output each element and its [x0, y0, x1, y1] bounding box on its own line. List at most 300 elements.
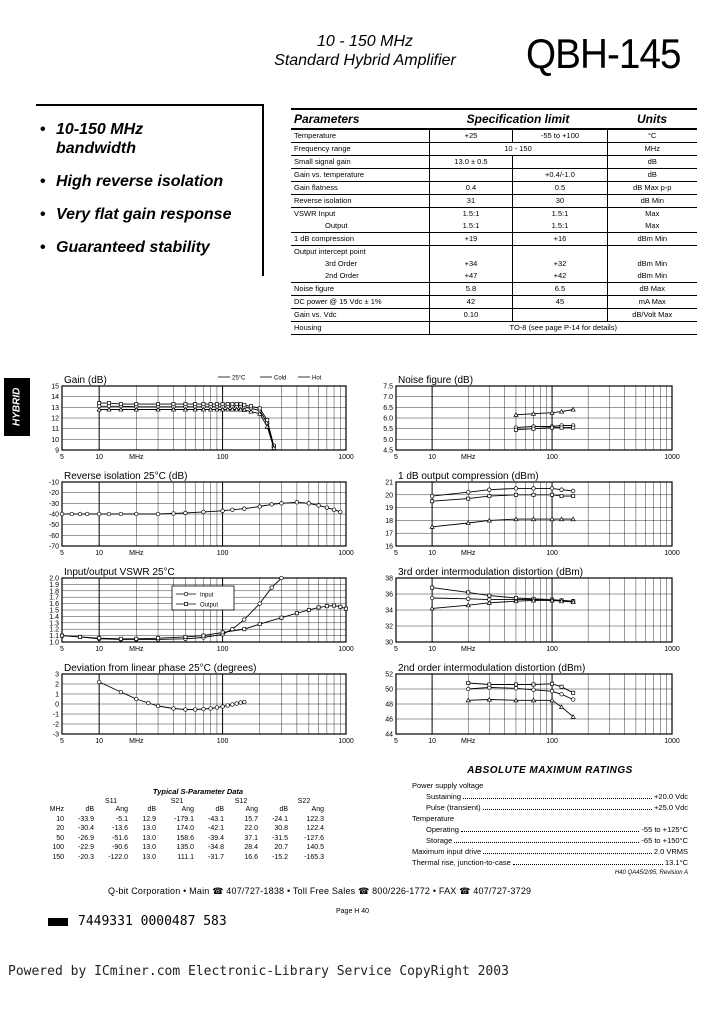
spec-row	[291, 143, 697, 156]
header-subtitle	[240, 32, 490, 70]
spec-row	[291, 156, 697, 169]
chart-point	[98, 637, 101, 640]
chart-ytick-label: 16	[385, 543, 393, 551]
spec-cell: Small signal gain	[291, 156, 429, 169]
legend-label: Cold	[274, 375, 287, 382]
spec-cell: 31	[429, 195, 513, 208]
chart-point	[85, 512, 89, 516]
chart-point	[156, 704, 160, 708]
chart-xtick-label: MHz	[129, 738, 144, 745]
sparameter-cell: 13.0	[142, 825, 156, 832]
amr-value: 13.1°C	[664, 858, 688, 867]
chart-point	[97, 407, 101, 411]
spec-table	[291, 108, 697, 335]
spec-cell: °C	[607, 129, 697, 143]
sparameter-cell: -43.1	[208, 815, 224, 823]
amr-row	[412, 857, 688, 868]
chart-point	[107, 407, 111, 411]
chart-ytick-label: -50	[48, 522, 59, 530]
chart-point	[202, 707, 206, 711]
chart-point	[78, 512, 82, 516]
spec-row	[291, 322, 697, 335]
sparameter-cell: -22.9	[78, 844, 94, 851]
spec-cell: 5.8	[429, 283, 513, 296]
spec-cell: DC power @ 15 Vdc ± 1%	[291, 296, 429, 309]
chart-xtick-label: 5	[394, 646, 398, 653]
chart-xtick-label: 1000	[664, 454, 680, 461]
chart-point	[550, 689, 554, 693]
chart-point	[339, 605, 342, 608]
chart-point	[466, 597, 470, 601]
chart-point	[60, 512, 64, 516]
chart-point	[226, 704, 230, 708]
chart-ytick-label: 36	[385, 591, 393, 599]
chart-point	[531, 412, 535, 416]
sparameter-cell: -179.1	[174, 815, 194, 823]
chart-point	[235, 702, 239, 706]
chart-point	[488, 494, 491, 497]
chart-point	[572, 691, 575, 694]
chart-point	[571, 698, 575, 702]
chart-point	[239, 701, 243, 705]
chart-point	[571, 517, 575, 521]
sparameter-cell: 15.7	[244, 815, 258, 823]
spec-cell: Housing	[291, 322, 429, 335]
sparameter-cell: 150	[52, 853, 64, 861]
chart-point	[532, 683, 535, 686]
sparameter-title: Typical S-Parameter Data	[152, 787, 244, 796]
amr-value: 2.0 VRMS	[653, 847, 688, 856]
chart-ytick-label: 14	[51, 394, 59, 402]
sparameter-cell: dB	[279, 806, 288, 813]
amr-row	[412, 791, 688, 802]
sparameter-cell: Ang	[245, 806, 258, 813]
sparameter-cell: 158.6	[176, 834, 194, 842]
chart-point	[560, 426, 563, 429]
spec-cell: Gain vs. temperature	[291, 169, 429, 182]
chart-point	[560, 517, 564, 521]
chart-ytick-label: 1.9	[49, 581, 59, 589]
chart-ytick-label: 3	[55, 671, 59, 679]
chart-ytick-label: 21	[385, 479, 393, 487]
chart-point	[193, 708, 197, 712]
header-description: Standard Hybrid Amplifier	[274, 52, 456, 69]
chart-title: Noise figure (dB)	[398, 375, 474, 386]
spec-cell: 10 - 150	[429, 143, 607, 156]
amr-row	[412, 824, 688, 835]
spec-cell: Frequency range	[291, 143, 429, 156]
chart-point	[466, 490, 470, 494]
chart-point	[243, 507, 247, 511]
spec-row	[291, 220, 697, 233]
chart-point	[514, 428, 517, 431]
chart-ytick-label: 11	[51, 426, 59, 434]
spec-cell: 6.5	[513, 283, 607, 296]
chart-point	[249, 405, 252, 408]
chart-point	[532, 487, 536, 491]
chart-point	[221, 631, 224, 634]
amr-leader	[483, 846, 652, 854]
chart-xtick-label: 100	[216, 646, 229, 653]
spec-row	[291, 169, 697, 182]
chart-ytick-label: 34	[385, 607, 393, 615]
chart-xtick-label: 1000	[664, 550, 680, 557]
chart-ytick-label: 38	[385, 575, 393, 583]
footer-copyright: Powered by ICminer.com Electronic-Library Service CopyRight 2003	[8, 964, 509, 979]
spec-cell: +19	[429, 233, 513, 246]
spec-cell: dBm Min	[607, 270, 697, 283]
spec-cell	[429, 246, 513, 259]
spec-cell	[607, 246, 697, 259]
chart-series-line	[468, 700, 573, 717]
feature-text: • Very flat gain response	[56, 206, 232, 223]
amr-leader	[513, 857, 663, 865]
sparameter-cell: dB	[85, 806, 94, 813]
sparameter-cell: -39.4	[208, 834, 224, 842]
chart-xtick-label: 10	[95, 646, 104, 653]
sparameter-cell: 111.1	[177, 853, 194, 861]
chart-xtick-label: MHz	[461, 738, 476, 745]
chart-point	[532, 493, 535, 496]
sparameter-cell: 13.0	[142, 844, 156, 851]
chart-point	[430, 525, 434, 529]
chart-ytick-label: 1.6	[49, 601, 59, 609]
spec-cell: MHz	[607, 143, 697, 156]
spec-cell: +32	[513, 258, 607, 270]
sparameter-groups	[38, 798, 358, 805]
features-box	[36, 104, 264, 276]
feature-text: • Guaranteed stability	[56, 239, 210, 256]
sparameter-cell: 22.0	[244, 825, 258, 832]
sparameter-rows	[38, 805, 358, 862]
spec-cell: Temperature	[291, 129, 429, 143]
amr-leader	[483, 802, 652, 810]
chart-ytick-label: 1.8	[49, 588, 59, 596]
feature-item	[36, 120, 262, 158]
sparameter-cell: 13.0	[142, 853, 156, 861]
chart-point	[488, 683, 491, 686]
amr-label: Pulse (transient)	[426, 803, 481, 812]
spec-cell: 1.5:1	[429, 208, 513, 221]
absolute-max-ratings	[412, 765, 688, 876]
chart-ytick-label: 1.4	[49, 613, 59, 621]
spec-cell: +16	[513, 233, 607, 246]
chart-xtick-label: 100	[546, 454, 558, 461]
chart-point	[325, 605, 328, 608]
spec-cell: 1.5:1	[513, 208, 607, 221]
amr-label: Power supply voltage	[412, 781, 484, 790]
spec-row	[291, 283, 697, 296]
chart-point	[280, 576, 284, 580]
chart-point	[70, 512, 74, 516]
chart-xtick-label: 10	[428, 550, 437, 557]
chart-point	[146, 701, 150, 705]
sparameter-row	[38, 843, 358, 853]
spec-cell	[429, 169, 513, 182]
sparameter-cell: -5.1	[115, 815, 128, 823]
sparameter-row	[38, 834, 358, 844]
barcode-number: 7449331 0000487 583	[78, 914, 227, 929]
chart-point	[487, 601, 491, 605]
chart-xtick-label: 1000	[664, 738, 680, 745]
legend-marker	[184, 602, 187, 605]
sparameter-cell: Ang	[311, 806, 324, 813]
chart-ytick-label: 48	[385, 701, 393, 709]
chart-title: 1 dB output compression (dBm)	[398, 471, 539, 482]
chart-ytick-label: 20	[385, 492, 393, 500]
chart-ytick-label: -10	[48, 479, 59, 487]
spec-cell: +47	[429, 270, 513, 283]
chart-point	[307, 502, 311, 506]
chart-point	[467, 497, 470, 500]
spec-cell: dB	[607, 156, 697, 169]
chart-xtick-label: 100	[546, 646, 558, 653]
chart-point	[97, 680, 101, 684]
chart-title: Gain (dB)	[64, 375, 107, 386]
chart-ytick-label: 1.5	[49, 607, 59, 615]
chart-ytick-label: -30	[48, 500, 59, 508]
chart-point	[258, 407, 261, 410]
spec-row	[291, 129, 697, 143]
amr-rows	[412, 780, 688, 868]
chart-ytick-label: 5.0	[383, 436, 393, 444]
chart-ytick-label: 13	[51, 404, 59, 412]
amr-label: Storage	[426, 836, 453, 845]
spec-cell: 1 dB compression	[291, 233, 429, 246]
spec-cell: +0.4/-1.0	[513, 169, 607, 182]
chart-point	[467, 681, 470, 684]
sparameter-cell: Ang	[115, 806, 128, 813]
chart-ytick-label: 17	[385, 530, 393, 538]
spec-cell: Output	[291, 220, 429, 233]
spec-cell: Gain vs. Vdc	[291, 309, 429, 322]
chart-point	[226, 403, 229, 406]
chart-title: Reverse isolation 25°C (dB)	[64, 471, 188, 482]
chart-xtick-label: 5	[60, 738, 64, 745]
sparameter-cell: dB	[215, 806, 224, 813]
chart-point	[156, 637, 159, 640]
feature-item	[36, 172, 262, 191]
chart-point	[295, 612, 298, 615]
chart-point	[258, 602, 262, 606]
spec-cell: VSWR Input	[294, 209, 336, 218]
chart-ytick-label: 2.0	[49, 575, 59, 583]
sparameter-cell: -26.9	[78, 834, 94, 842]
chart-point	[231, 508, 235, 512]
spec-cell: dB Max	[607, 283, 697, 296]
legend-label: 25°C	[232, 375, 246, 382]
chart-point	[270, 503, 274, 507]
header-frequency: 10 - 150 MHz	[316, 33, 414, 50]
chart-title: Input/output VSWR 25°C	[64, 567, 175, 578]
chart-xtick-label: 100	[216, 738, 229, 745]
chart-point	[135, 403, 138, 406]
chart-point	[572, 426, 575, 429]
chart-ytick-label: 7.5	[383, 383, 393, 391]
chart-ytick-label: 0	[55, 701, 59, 709]
amr-leader	[454, 835, 639, 843]
chart-point	[202, 403, 205, 406]
spec-cell: 1.5:1	[429, 220, 513, 233]
sparameter-cell: -122.0	[108, 853, 128, 861]
chart-point	[430, 606, 434, 610]
spec-table-body	[291, 129, 697, 335]
chart-point	[488, 594, 491, 597]
chart-point	[270, 586, 274, 590]
chart-point	[221, 509, 225, 513]
spec-cell: -55 to +100	[513, 129, 607, 143]
spec-cell: dB	[607, 169, 697, 182]
chart-xtick-label: 5	[394, 550, 398, 557]
amr-row	[412, 813, 688, 824]
spec-cell: 13.0 ± 0.5	[429, 156, 513, 169]
spec-row	[291, 258, 697, 270]
spec-cell: Gain flatness	[291, 182, 429, 195]
chart-point	[560, 685, 563, 688]
sparameter-cell: -42.1	[208, 825, 224, 832]
chart-point	[487, 518, 491, 522]
spec-cell: TO-8 (see page P-14 for details)	[429, 322, 697, 335]
chart-point	[317, 504, 321, 508]
barcode-block	[48, 918, 68, 926]
chart-xtick-label: 1000	[338, 646, 354, 653]
chart-point	[550, 698, 554, 702]
spec-row	[291, 182, 697, 195]
spec-row	[291, 270, 697, 283]
chart-xtick-label: 1000	[338, 738, 354, 745]
spec-cell: dB Min	[607, 195, 697, 208]
sparameter-cell: -24.1	[272, 815, 288, 823]
spec-cell: 0.10	[429, 309, 513, 322]
sparameter-cell: 37.1	[244, 834, 258, 842]
chart-point	[215, 403, 218, 406]
chart-frame	[396, 482, 672, 546]
chart-point	[172, 512, 176, 516]
chart-point	[184, 635, 187, 638]
chart-xtick-label: 10	[428, 646, 437, 653]
spec-cell: dBm Min	[607, 233, 697, 246]
chart-point	[231, 403, 234, 406]
chart-xtick-label: MHz	[129, 454, 144, 461]
chart-point	[135, 637, 138, 640]
chart-ytick-label: 1.7	[49, 594, 59, 602]
chart-point	[249, 410, 253, 414]
spec-cell: mA Max	[607, 296, 697, 309]
chart-ytick-label: -2	[52, 721, 59, 729]
sparameter-cell: 135.0	[176, 844, 194, 851]
chart-ytick-label: 30	[385, 639, 393, 647]
spec-cell: 3rd Order	[325, 259, 358, 268]
sparameter-cell: -33.9	[78, 815, 94, 823]
chart-ytick-label: 19	[385, 505, 393, 513]
amr-label: Operating	[426, 825, 459, 834]
spec-cell: 42	[429, 296, 513, 309]
chart-point	[258, 622, 261, 625]
amr-value: -65 to +150°C	[641, 836, 688, 845]
chart-point	[243, 700, 247, 704]
sparameter-cell: -51.6	[112, 834, 128, 842]
chart-xtick-label: 5	[394, 454, 398, 461]
chart-point	[184, 708, 188, 712]
chart-point	[60, 634, 63, 637]
chart-ytick-label: 1.2	[49, 626, 59, 634]
spec-row	[291, 195, 697, 208]
chart-xtick-label: 10	[95, 550, 104, 557]
chart-ytick-label: 1	[55, 691, 59, 699]
sparameter-cell: -20.3	[78, 853, 94, 861]
chart-xtick-label: 1000	[664, 646, 680, 653]
chart-point	[560, 488, 564, 492]
chart-point	[184, 511, 188, 515]
chart-point	[550, 411, 554, 415]
amr-value: +25.0 Vdc	[654, 803, 688, 812]
chart-point	[243, 404, 246, 407]
amr-reference: H40 QA45/2/95, Revision A	[614, 870, 688, 876]
chart-point	[466, 698, 470, 702]
sparameter-row	[38, 815, 358, 825]
chart-point	[194, 403, 197, 406]
chart-xtick-label: 10	[428, 454, 437, 461]
hybrid-side-tab: HYBRID	[4, 378, 30, 436]
chart-point	[258, 505, 262, 509]
amr-label: Thermal rise, junction-to-case	[412, 858, 511, 867]
contact-line: Q-bit Corporation • Main ☎ 407/727-1838 • Toll Free Sales ☎ 800/226-1772 • FAX ☎ 407/727-3729	[108, 886, 532, 896]
chart-ytick-label: 32	[385, 623, 393, 631]
sparameter-cell: -30.4	[78, 825, 94, 832]
chart-point	[560, 410, 564, 414]
chart-point	[202, 634, 205, 637]
spec-cell: Max	[607, 208, 697, 221]
chart-point	[560, 692, 564, 696]
sparameter-cell: Ang	[181, 806, 194, 813]
spec-cell: Reverse isolation	[291, 195, 429, 208]
chart-point	[532, 688, 536, 692]
chart-point	[209, 707, 213, 711]
chart-point	[487, 698, 491, 702]
chart-point	[531, 517, 535, 521]
sparameter-cell: 10	[56, 815, 64, 823]
spec-cell: +42	[513, 270, 607, 283]
spec-cell: 0.4	[429, 182, 513, 195]
sparameter-cell: 50	[56, 834, 64, 842]
chart-point	[184, 403, 187, 406]
chart-point	[119, 637, 122, 640]
spec-row	[291, 309, 697, 322]
sparameter-group: S12	[234, 798, 248, 805]
sparameter-cell: -31.7	[208, 853, 224, 861]
chart-point	[572, 494, 575, 497]
chart-ytick-label: -1	[52, 711, 59, 719]
sparameter-cell: -90.6	[112, 844, 128, 851]
chart-point	[514, 683, 517, 686]
spec-cell: 30	[513, 195, 607, 208]
chart-point	[571, 489, 575, 493]
chart-point	[550, 426, 553, 429]
sparameter-cell: -34.8	[208, 844, 224, 851]
chart-point	[466, 521, 470, 525]
sparameter-table	[38, 787, 358, 862]
sparameter-cell: 12.9	[142, 815, 156, 823]
chart-point	[209, 403, 212, 406]
spec-cell: dB/Volt Max	[607, 309, 697, 322]
sparameter-col-heads	[38, 805, 358, 815]
amr-row	[412, 780, 688, 791]
chart-point	[431, 586, 434, 589]
chart-xtick-label: MHz	[461, 550, 476, 557]
chart-point	[239, 403, 242, 406]
spec-cell: dB Max p-p	[607, 182, 697, 195]
chart-point	[78, 635, 81, 638]
